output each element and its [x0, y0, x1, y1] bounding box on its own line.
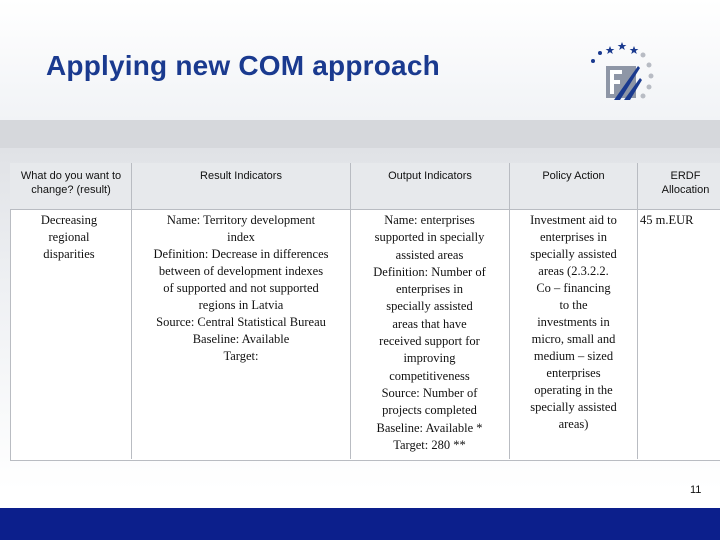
header-policy-action: Policy Action — [542, 170, 605, 182]
title-divider-band — [0, 120, 720, 148]
header-result-indicators: Result Indicators — [200, 170, 282, 182]
table-column-divider — [131, 163, 132, 459]
page-number: 11 — [690, 484, 702, 496]
footer-bar — [0, 508, 720, 540]
cell-output-indicators: Name: enterprises supported in specially assisted areas Definition: Number of enterprises in specially assisted areas that have received support for improving competitiveness Source: Number of projects completed Baseline: Available * Target: 280 ** — [373, 213, 486, 452]
table-column-divider — [637, 163, 638, 459]
eu-stars-logo-icon — [580, 38, 662, 110]
header-output-indicators: Output Indicators — [388, 170, 472, 182]
cell-erdf-allocation: 45 m.EUR — [640, 213, 694, 227]
cell-result: Decreasing regional disparities — [40, 213, 98, 261]
header-result: What do you want to change? (result) — [20, 170, 122, 196]
table-header-divider — [10, 209, 720, 210]
slide-title: Applying new COM approach — [46, 50, 440, 81]
header-erdf-allocation: ERDF Allocation — [661, 170, 710, 196]
cell-policy-action: Investment aid to enterprises in specially assisted areas (2.3.2.2. Co – financing to the investments in micro, small and medium – sized enterprises operating in the specially assisted areas) — [530, 213, 617, 431]
cell-result-indicators: Name: Territory development index Definition: Decrease in differences between of development indexes of supported and not supported regions in Latvia Source: Central Statistical Bureau Baseline: Available Target: — [153, 213, 329, 363]
